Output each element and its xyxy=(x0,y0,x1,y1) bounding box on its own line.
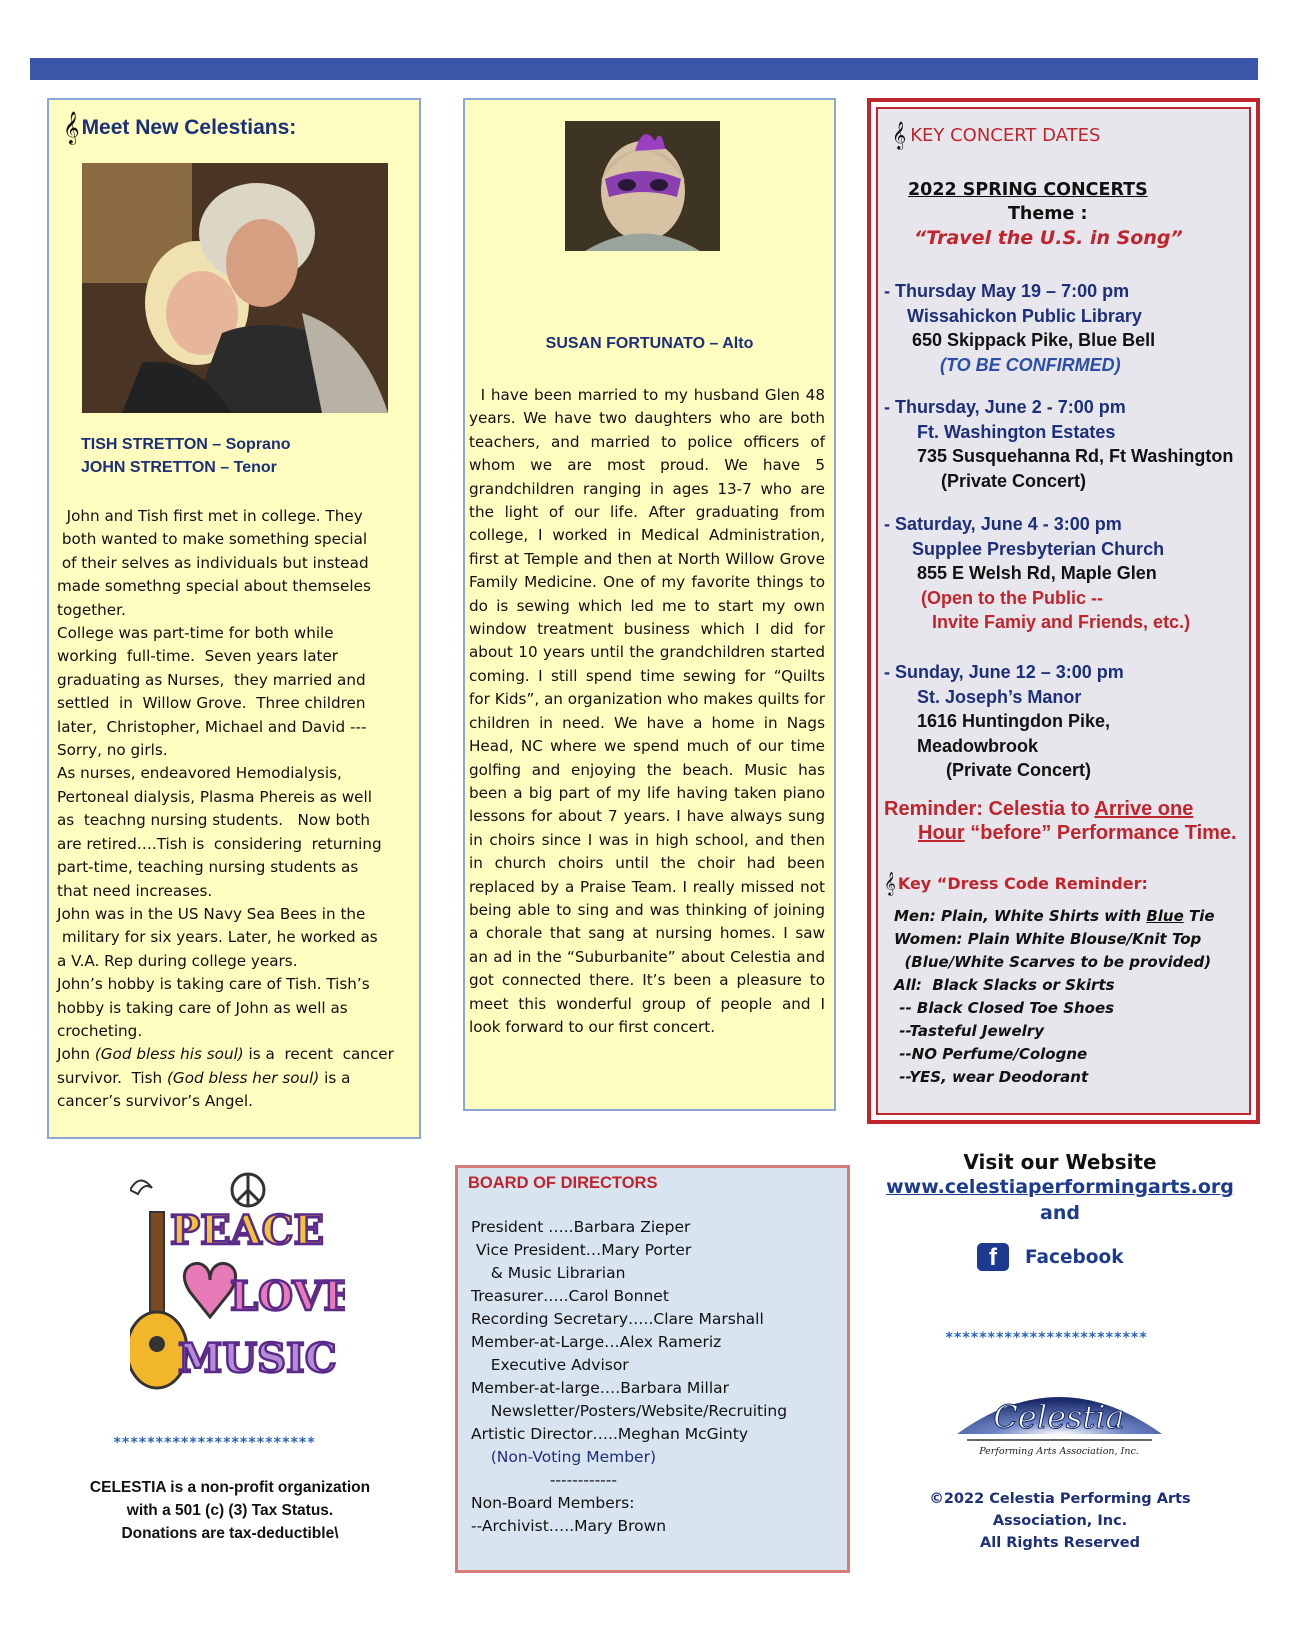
board-line: Member-at-Large…Alex Rameriz xyxy=(471,1333,722,1351)
board-line: Treasurer…..Carol Bonnet xyxy=(471,1287,669,1305)
bio-line: Sorry, no girls. xyxy=(57,741,168,760)
logo-peace: PEACE xyxy=(170,1207,324,1254)
theme-label: Theme : xyxy=(1008,204,1088,224)
facebook-link[interactable] xyxy=(977,1243,1124,1271)
member-name: JOHN STRETTON – Tenor xyxy=(81,459,277,476)
board-line: Vice President…Mary Porter xyxy=(471,1241,692,1259)
dress-line: --Tasteful Jewelry xyxy=(894,1022,1044,1040)
dress-code-title-text: Key “Dress Code Reminder: xyxy=(897,873,1148,893)
facebook-icon[interactable]: f xyxy=(977,1243,1009,1271)
treble-clef-icon: 𝄞 xyxy=(892,121,907,149)
susan-fortunato-panel xyxy=(463,98,836,1111)
concert-address: 650 Skippack Pike, Blue Bell xyxy=(912,330,1156,350)
board-line: ------------ xyxy=(471,1471,617,1489)
concert-date: - Thursday May 19 – 7:00 pm xyxy=(884,281,1130,301)
fortunato-bio: I have been married to my husband Glen 48 years. We have two daughters who are both teachers, and married to police officers of whom we are most proud. We have 5 grandchildren ranging in ages 13-7 who are the light of our life. After graduating from college, I worked in Medical Administration, first at Temple and then at North Willow Grove Family Medicine. One of my favorite things to do is sewing which led me to start my own window treatment business which I did for about 10 years until the grandchildren started coming. I still spend time sewing for “Quilts for Kids”, an organization who makes quilts for children in need. We have a home in Nags Head, NC where we spend much of our time golfing and enjoying the beach. Music has been a big part of my life having taken piano lessons for about 7 years. I have always sung in choirs since I was in high school, and then in church choirs until the choir had been replaced by a Praise Team. I really missed not being able to sing and was thinking of joining a chorale that sang at nursing homes. I saw an ad in the “Suburbanite” about Celestia and got connected there. It’s been a pleasure to meet this wonderful group of people and I look forward to our first concert. xyxy=(469,386,825,1036)
nonprofit-line: Donations are tax-deductible\ xyxy=(121,1525,339,1542)
bio-line: crocheting. xyxy=(57,1021,143,1040)
board-line: & Music Librarian xyxy=(471,1264,626,1282)
concert-address: 855 E Welsh Rd, Maple Glen xyxy=(917,563,1157,583)
nonprofit-statement xyxy=(40,1476,420,1545)
star-divider: ************************ xyxy=(113,1435,316,1451)
dress-text: Men: Plain, White Shirts with xyxy=(894,907,1147,925)
bio-line xyxy=(57,1043,412,1066)
bio-italic: (God bless his soul) xyxy=(94,1045,244,1064)
concert-note: (Open to the Public -- xyxy=(921,587,1103,608)
panel-title-text: KEY CONCERT DATES xyxy=(910,124,1101,146)
concert-date: - Thursday, June 2 - 7:00 pm xyxy=(884,397,1126,417)
concert-note: (TO BE CONFIRMED) xyxy=(940,354,1121,375)
concert-item xyxy=(884,279,1234,377)
stretton-bio xyxy=(57,505,412,1114)
reminder-underlined: Hour xyxy=(918,822,965,844)
logo-music: MUSIC xyxy=(178,1335,337,1382)
dress-code-list xyxy=(894,905,1254,1089)
peace-love-music-art xyxy=(130,1172,345,1394)
dress-text: Tie xyxy=(1183,907,1215,925)
concert-item xyxy=(884,395,1234,493)
bio-line: together. xyxy=(57,600,126,619)
board-line: Member-at-large….Barbara Millar xyxy=(471,1379,730,1397)
bio-line: John and Tish first met in college. They xyxy=(57,507,363,525)
bio-line: graduating as Nurses, they married and xyxy=(57,670,366,689)
bio-text: is a recent cancer xyxy=(243,1045,394,1064)
bio-line: working full-time. Seven years later xyxy=(57,647,339,666)
copyright xyxy=(880,1488,1240,1554)
member-names xyxy=(81,433,291,479)
bio-line: a V.A. Rep during college years. xyxy=(57,951,298,970)
bio-line: College was part-time for both while xyxy=(57,624,334,643)
dress-line: -- Black Closed Toe Shoes xyxy=(894,999,1115,1017)
board-line: Artistic Director…..Meghan McGinty xyxy=(471,1425,748,1443)
concert-address: 735 Susquehanna Rd, Ft Washington xyxy=(917,446,1234,466)
theme-text: “Travel the U.S. in Song” xyxy=(914,227,1183,249)
key-concert-dates-inner xyxy=(876,107,1251,1115)
bio-line: of their selves as individuals but instead xyxy=(57,553,369,572)
stretton-photo-art xyxy=(82,163,388,413)
concert-date: - Sunday, June 12 – 3:00 pm xyxy=(884,662,1124,682)
dress-line: --YES, wear Deodorant xyxy=(894,1068,1089,1086)
stretton-photo xyxy=(82,163,388,413)
fortunato-photo-art xyxy=(565,121,720,251)
member-name: TISH STRETTON – Soprano xyxy=(81,436,291,453)
concert-address: 1616 Huntingdon Pike, Meadowbrook xyxy=(917,711,1111,756)
board-line: (Non-Voting Member) xyxy=(471,1448,657,1466)
bio-line: Pertoneal dialysis, Plasma Phereis as well xyxy=(57,787,372,806)
meet-new-celestians-panel xyxy=(47,98,421,1139)
celestia-logo-name: Celestia xyxy=(993,1398,1125,1436)
reminder-text: Reminder: Celestia to xyxy=(884,798,1095,820)
panel-title-text: Meet New Celestians: xyxy=(81,116,297,139)
board-line: Executive Advisor xyxy=(471,1356,629,1374)
bio-line: settled in Willow Grove. Three children xyxy=(57,694,366,713)
bio-line: As nurses, endeavored Hemodialysis, xyxy=(57,764,342,783)
bio-text: is a xyxy=(319,1068,351,1087)
fortunato-photo xyxy=(565,121,720,251)
dress-line: --NO Perfume/Cologne xyxy=(894,1045,1088,1063)
dress-line: (Blue/White Scarves to be provided) xyxy=(894,953,1212,971)
concert-venue: St. Joseph’s Manor xyxy=(917,686,1082,707)
and-text: and xyxy=(1040,1202,1080,1224)
celestia-logo-tagline: Performing Arts Association, Inc. xyxy=(979,1446,1139,1457)
board-title: BOARD OF DIRECTORS xyxy=(468,1174,658,1192)
board-line: Newsletter/Posters/Website/Recruiting xyxy=(471,1402,788,1420)
facebook-label[interactable]: Facebook xyxy=(1025,1246,1124,1268)
dress-code-title xyxy=(884,873,1234,893)
board-line: Recording Secretary…..Clare Marshall xyxy=(471,1310,764,1328)
reminder-underlined: Arrive one xyxy=(1094,798,1194,820)
visit-title: Visit our Website xyxy=(963,1150,1157,1174)
bio-text: survivor. Tish xyxy=(57,1068,167,1087)
board-line: President …..Barbara Zieper xyxy=(471,1218,691,1236)
treble-clef-icon: 𝄞 xyxy=(884,871,896,895)
bio-line: that need increases. xyxy=(57,881,213,900)
dress-underlined: Blue xyxy=(1146,907,1184,925)
celestia-logo xyxy=(947,1372,1172,1462)
bio-line: part-time, teaching nursing students as xyxy=(57,858,359,877)
website-link[interactable]: www.celestiaperformingarts.org xyxy=(886,1176,1234,1198)
bio-line xyxy=(57,1067,412,1090)
season-title: 2022 SPRING CONCERTS xyxy=(908,180,1148,200)
concert-note: (Private Concert) xyxy=(941,470,1087,491)
bio-italic: (God bless her soul) xyxy=(167,1068,320,1087)
arrival-reminder xyxy=(884,797,1254,845)
bio-line: as teachng nursing students. Now both xyxy=(57,811,370,830)
board-line: --Archivist…..Mary Brown xyxy=(471,1517,667,1535)
copyright-line: All Rights Reserved xyxy=(980,1535,1140,1551)
board-of-directors-box xyxy=(455,1165,850,1573)
bio-line: hobby is taking care of John as well as xyxy=(57,998,348,1017)
concert-item xyxy=(884,512,1234,635)
peace-love-music-logo xyxy=(130,1172,345,1394)
treble-clef-icon: 𝄞 xyxy=(63,111,80,144)
concert-venue: Wissahickon Public Library xyxy=(907,305,1142,326)
board-list xyxy=(471,1216,841,1538)
board-line: Non-Board Members: xyxy=(471,1494,635,1512)
dress-line: Women: Plain White Blouse/Knit Top xyxy=(894,930,1202,948)
header-bar xyxy=(30,58,1258,80)
concert-venue: Supplee Presbyterian Church xyxy=(912,538,1165,559)
reminder-text: “before” Performance Time. xyxy=(964,822,1237,844)
bio-line: are retired….Tish is considering returning xyxy=(57,834,382,853)
bio-line: John’s hobby is taking care of Tish. Tish’s xyxy=(57,975,370,994)
member-name: SUSAN FORTUNATO – Alto xyxy=(545,335,754,352)
concert-note: Invite Famiy and Friends, etc.) xyxy=(932,612,1191,632)
concert-date: - Saturday, June 4 - 3:00 pm xyxy=(884,514,1122,534)
copyright-line: ©2022 Celestia Performing Arts Association, Inc. xyxy=(929,1491,1191,1529)
concert-venue: Ft. Washington Estates xyxy=(917,421,1116,442)
bio-line: cancer’s survivor’s Angel. xyxy=(57,1092,253,1111)
nonprofit-line: CELESTIA is a non-profit organization xyxy=(89,1479,371,1496)
panel-title xyxy=(63,111,297,144)
dress-line xyxy=(894,905,1254,928)
logo-love: LOVE xyxy=(230,1273,345,1320)
bio-line: both wanted to make something special xyxy=(57,530,368,549)
visit-website-section xyxy=(880,1150,1240,1224)
bio-line: military for six years. Later, he worked as xyxy=(57,928,378,947)
dress-line: All: Black Slacks or Skirts xyxy=(894,976,1115,994)
bio-line: John was in the US Navy Sea Bees in the xyxy=(57,904,366,923)
concert-note: (Private Concert) xyxy=(946,760,1092,780)
celestia-logo-art xyxy=(947,1372,1172,1462)
nonprofit-line: with a 501 (c) (3) Tax Status. xyxy=(126,1502,334,1519)
panel-title xyxy=(892,123,1242,147)
bio-line: made somethng special about themseles xyxy=(57,577,371,596)
key-concert-dates-panel xyxy=(867,98,1260,1124)
star-divider: ************************ xyxy=(945,1330,1148,1346)
concert-item xyxy=(884,660,1234,783)
bio-line: later, Christopher, Michael and David --- xyxy=(57,717,367,736)
bio-text: John xyxy=(57,1045,95,1064)
